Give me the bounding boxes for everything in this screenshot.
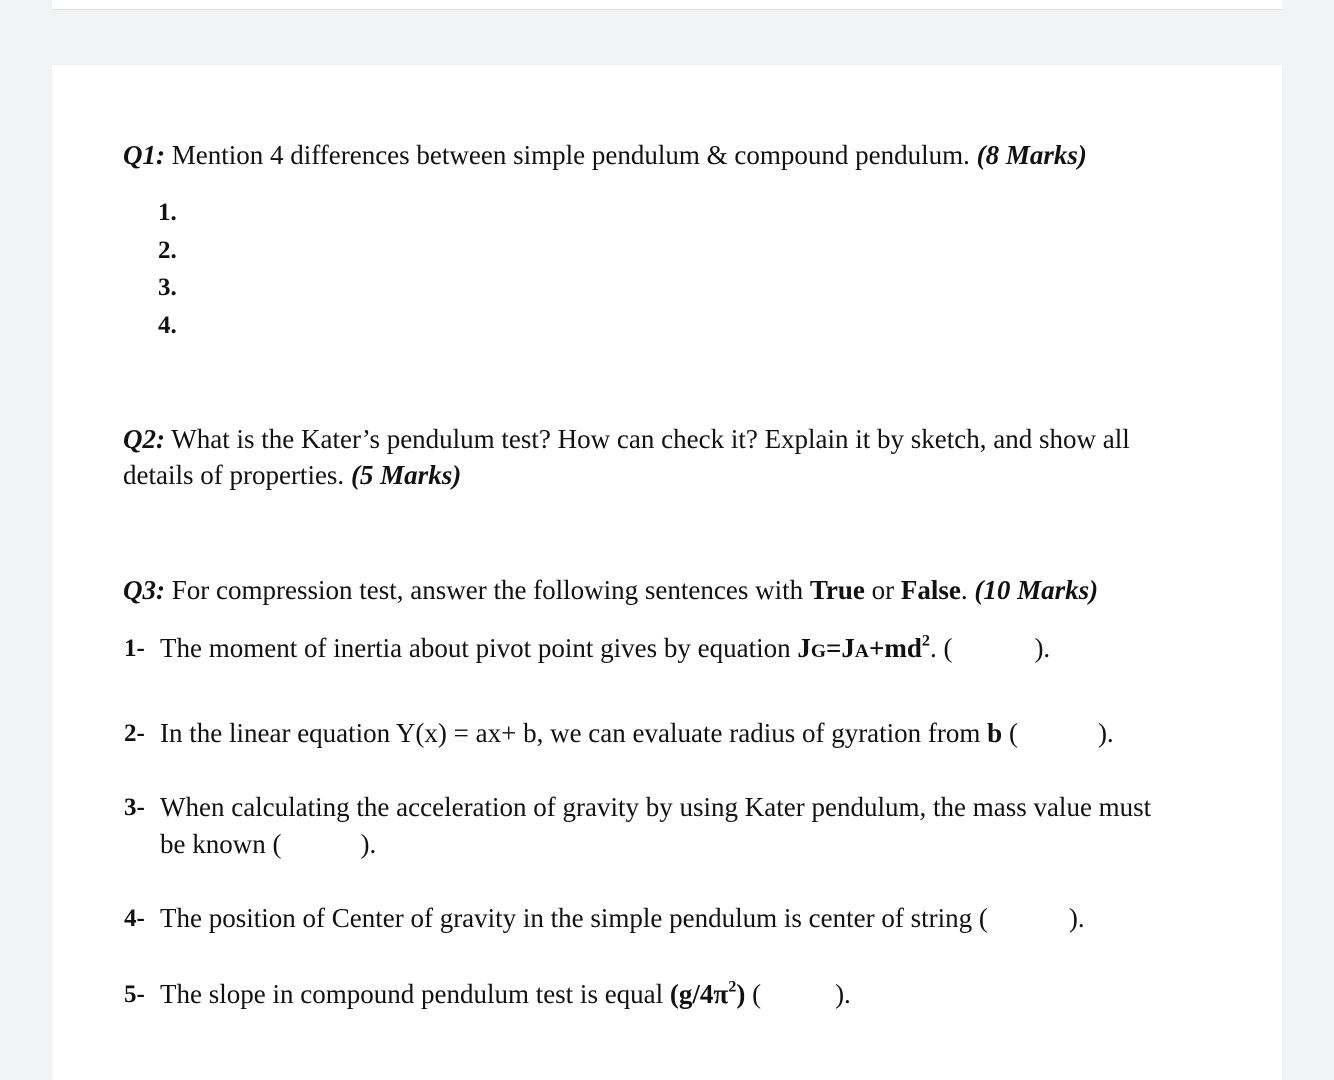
question-2-label: Q2:: [123, 424, 165, 454]
statement-2: [160, 715, 1114, 752]
question-1-answer-list: [158, 194, 177, 344]
statement-5-open: (: [745, 979, 762, 1009]
statement-4-number: 4-: [124, 905, 145, 932]
statement-4-close: ).: [1068, 903, 1085, 933]
question-1-label: Q1:: [123, 140, 165, 170]
statement-4: [160, 900, 1085, 937]
eq-j: J: [797, 633, 811, 663]
statement-3-close: ).: [360, 829, 377, 859]
statement-5-formula: [670, 979, 745, 1009]
formula-superscript-2: 2: [728, 977, 737, 996]
statement-1-number: 1-: [124, 635, 145, 662]
statement-1: [160, 630, 1050, 670]
statement-5-close: ).: [835, 979, 851, 1009]
statement-1-equation: [797, 633, 930, 663]
eq-subscript-a: A: [854, 641, 869, 662]
eq-plus-md: +md: [868, 633, 922, 663]
statement-2-number: 2-: [124, 720, 145, 747]
question-2-text-cont: details of properties.: [123, 460, 351, 490]
statement-2-bold-b: b: [987, 718, 1003, 748]
question-3-label: Q3:: [123, 575, 165, 605]
question-2-marks: (5 Marks): [350, 460, 462, 490]
question-1-marks: (8 Marks): [976, 140, 1087, 170]
statement-1-text: The moment of inertia about pivot point gives by equation: [160, 633, 798, 663]
false-word: False: [900, 575, 961, 605]
statement-5: [160, 976, 851, 1013]
statement-3-line-2: [160, 826, 376, 863]
question-2-line-1: [123, 421, 1130, 458]
answer-item-3: 3.: [158, 274, 177, 301]
formula-close-paren: ): [736, 979, 746, 1009]
statement-5-text: The slope in compound pendulum test is equal: [160, 979, 670, 1009]
question-3-marks: (10 Marks): [974, 575, 1099, 605]
statement-2-text: In the linear equation Y(x) = ax+ b, we can evaluate radius of gyration from: [160, 718, 988, 748]
true-word: True: [809, 575, 865, 605]
or-word: or: [864, 575, 901, 605]
statement-5-number: 5-: [124, 981, 145, 1008]
eq-subscript-g: G: [810, 641, 826, 662]
answer-item-4: 4.: [158, 311, 177, 339]
eq-equals-j: =J: [826, 633, 855, 663]
statement-3-number: 3-: [124, 794, 145, 821]
statement-2-close: ).: [1097, 718, 1114, 748]
question-3-text: For compression test, answer the following sentences with: [165, 575, 810, 605]
question-1: [123, 137, 1087, 174]
question-3-period: .: [960, 575, 975, 605]
question-3: [123, 572, 1098, 609]
question-2-line-2: [123, 457, 461, 494]
statement-3-text-cont: be known (: [160, 829, 282, 859]
statement-1-open: . (: [929, 633, 953, 663]
statement-4-text: The position of Center of gravity in the simple pendulum is center of string (: [160, 903, 988, 933]
answer-item-1: 1.: [158, 199, 177, 226]
statement-1-close: ).: [1034, 633, 1051, 663]
formula-g-over-4pi: (g/4π: [669, 979, 729, 1009]
statement-3-line-1: When calculating the acceleration of gravity by using Kater pendulum, the mass value must: [160, 792, 1152, 822]
question-1-text: Mention 4 differences between simple pendulum & compound pendulum.: [165, 140, 977, 170]
answer-item-2: 2.: [158, 236, 177, 264]
document-page: [52, 65, 1282, 1080]
question-2-text: What is the Kater’s pendulum test? How can check it? Explain it by sketch, and show all: [165, 424, 1130, 454]
previous-page-edge: [52, 0, 1282, 10]
statement-2-open: (: [1002, 718, 1018, 748]
eq-superscript-2: 2: [921, 631, 930, 650]
